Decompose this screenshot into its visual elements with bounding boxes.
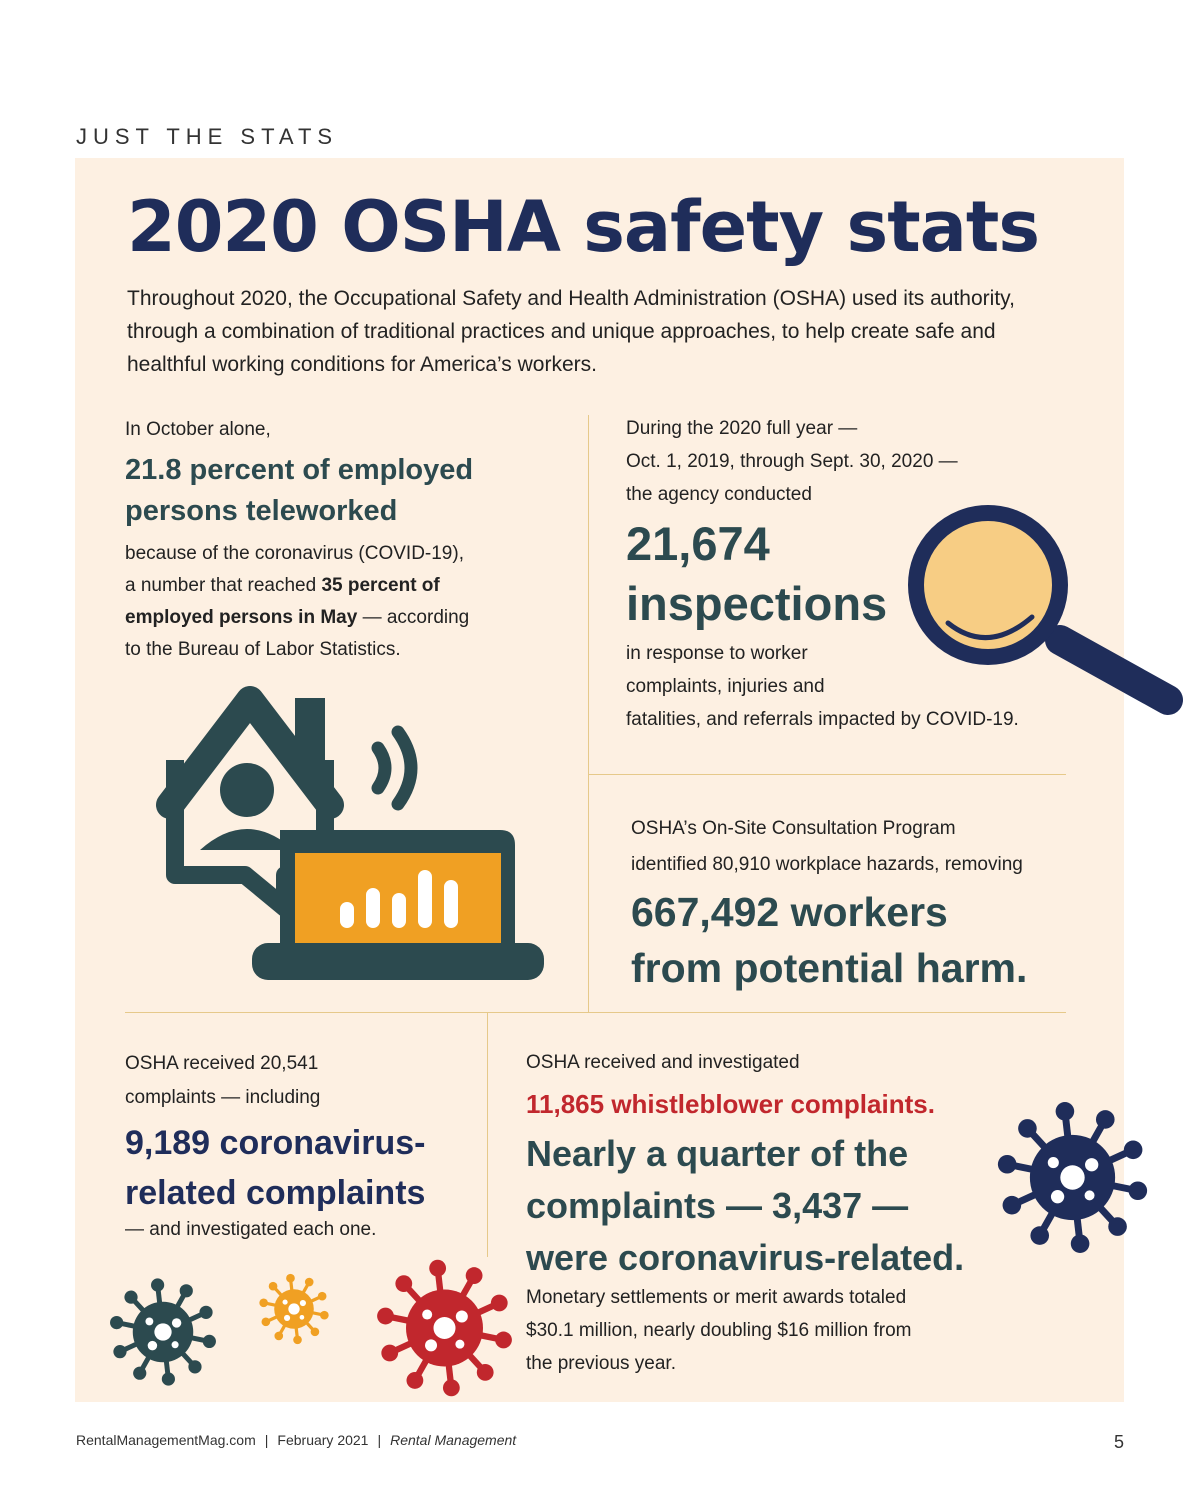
- telework-headline-line1: 21.8 percent of employed: [125, 454, 474, 486]
- divider-vertical-top: [588, 415, 589, 1013]
- consultation-lead-line1: OSHA’s On-Site Consultation Program: [631, 818, 956, 839]
- divider-vertical-bottom: [487, 1013, 488, 1257]
- whistleblower-body: [526, 1281, 911, 1380]
- divider-horizontal-right: [588, 774, 1066, 775]
- complaints-lead-line1: OSHA received 20,541: [125, 1053, 319, 1074]
- consultation-headline: [631, 884, 1027, 996]
- whistleblower-red-line: 11,865 whistleblower complaints.: [526, 1089, 935, 1119]
- home-telework-icon: [130, 680, 550, 985]
- footer-date: February 2021: [277, 1432, 369, 1448]
- complaints-lead-line2: complaints — including: [125, 1087, 321, 1108]
- virus-icon: [108, 1277, 218, 1387]
- complaints-headline-line1: 9,189 coronavirus-: [125, 1124, 426, 1162]
- divider-horizontal-middle: [125, 1012, 1066, 1013]
- complaints-headline: [125, 1118, 425, 1218]
- section-kicker: JUST THE STATS: [76, 124, 339, 149]
- whistleblower-headline: [526, 1128, 964, 1284]
- virus-icon: [990, 1100, 1155, 1255]
- telework-body: [125, 538, 565, 666]
- telework-headline: [125, 450, 473, 532]
- whistleblower-headline-line3: were coronavirus-related.: [526, 1237, 965, 1278]
- whistleblower-lead: OSHA received and investigated: [526, 1052, 800, 1073]
- complaints-headline-line2: related complaints: [125, 1174, 426, 1212]
- inspections-number: 21,674: [626, 517, 770, 570]
- whistleblower-body-line2: $30.1 million, nearly doubling $16 million from: [526, 1320, 912, 1341]
- whistleblower-headline-line1: Nearly a quarter of the: [526, 1133, 909, 1174]
- inspections-lead-line3: the agency conducted: [626, 484, 812, 505]
- telework-headline-line2: persons teleworked: [125, 495, 398, 527]
- complaints-tail: — and investigated each one.: [125, 1219, 377, 1240]
- telework-body-line2: a number that reached 35 percent of: [125, 575, 440, 596]
- footer-publication: Rental Management: [390, 1432, 517, 1448]
- intro-paragraph: Throughout 2020, the Occupational Safety and Health Administration (OSHA) used its authority, through a combination of traditional practices and unique approaches, to help create safe and healthful working conditions for America’s workers.: [127, 287, 1015, 376]
- whistleblower-headline-line2: complaints — 3,437 —: [526, 1185, 909, 1226]
- footer-divider: |: [377, 1432, 382, 1448]
- whistleblower-body-line1: Monetary settlements or merit awards totaled: [526, 1287, 907, 1308]
- whistleblower-body-line3: the previous year.: [526, 1353, 676, 1374]
- footer-site: RentalManagementMag.com: [76, 1432, 256, 1448]
- footer: [76, 1432, 516, 1448]
- telework-body-line1: because of the coronavirus (COVID-19),: [125, 543, 464, 564]
- virus-icon: [372, 1258, 517, 1398]
- page-number: 5: [1113, 1432, 1124, 1452]
- complaints-lead: [125, 1047, 320, 1115]
- consultation-lead-line2: identified 80,910 workplace hazards, removing: [631, 854, 1023, 875]
- telework-body-line4: to the Bureau of Labor Statistics.: [125, 639, 401, 660]
- consultation-lead: [631, 811, 1023, 883]
- telework-lead: In October alone,: [125, 419, 271, 440]
- inspections-body-line1: in response to worker: [626, 643, 808, 664]
- consultation-headline-line2: from potential harm.: [631, 945, 1028, 991]
- page-title: 2020 OSHA safety stats: [127, 186, 1040, 268]
- inspections-lead-line1: During the 2020 full year —: [626, 418, 858, 439]
- inspections-headline: [626, 514, 887, 634]
- footer-divider: |: [264, 1432, 269, 1448]
- virus-icon: [255, 1273, 333, 1345]
- inspections-body-line3: fatalities, and referrals impacted by COVID-19.: [626, 709, 1019, 730]
- inspections-body-line2: complaints, injuries and: [626, 676, 825, 697]
- inspections-label: inspections: [626, 577, 888, 630]
- consultation-headline-line1: 667,492 workers: [631, 889, 948, 935]
- telework-body-line3: employed persons in May — according: [125, 607, 470, 628]
- inspections-lead-line2: Oct. 1, 2019, through Sept. 30, 2020 —: [626, 451, 958, 472]
- magnifier-icon: [900, 495, 1185, 720]
